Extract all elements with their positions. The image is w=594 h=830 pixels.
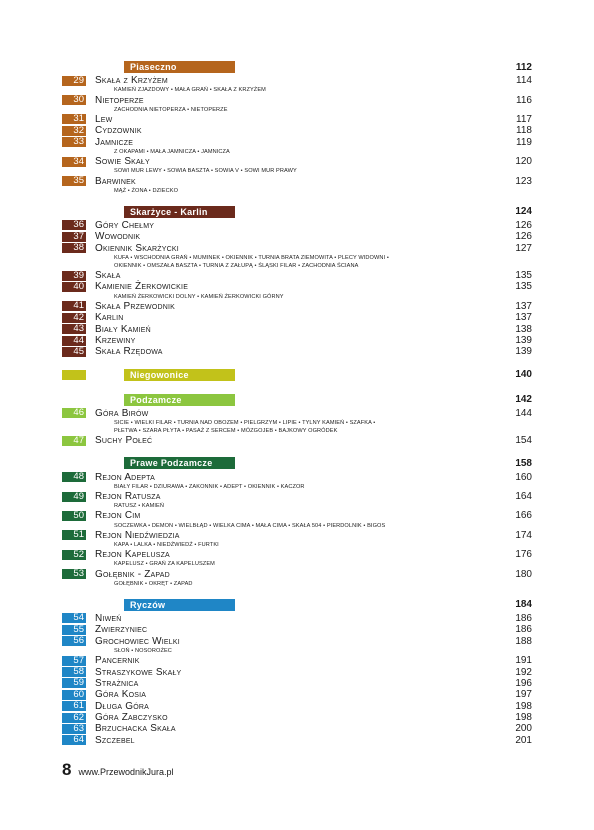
entry-page: 117	[516, 113, 532, 125]
entry-page: 198	[515, 712, 532, 724]
entry-number: 52	[62, 550, 86, 560]
section-page: 184	[515, 599, 532, 611]
section-title: Podzamcze	[124, 394, 235, 406]
entry-page: 127	[515, 242, 532, 254]
entry-page: 120	[515, 156, 532, 168]
entry-number: 38	[62, 243, 86, 253]
entry-title: Góra Zabczysko	[95, 712, 168, 724]
entry-number: 43	[62, 324, 86, 334]
entry-page: 126	[515, 219, 532, 231]
entry-title: Suchy Połeć	[95, 435, 153, 447]
entry-subareas: SOCZEWKA • DEMON • WIELBŁĄD • WIELKA CIMA • MAŁA CIMA • SKAŁA 504 • PIERDOLNIK • BIGOS	[114, 522, 386, 529]
entry-title: Strażnica	[95, 677, 139, 689]
entry-title: Gołębnik - Zapad	[95, 568, 170, 580]
entry-page: 200	[515, 723, 532, 735]
entry-title: Rejon Ratusza	[95, 491, 161, 502]
entry-title: Biały Kamień	[95, 323, 151, 335]
entry-title: Zwierzyniec	[95, 624, 148, 636]
toc-entry[interactable]	[62, 156, 532, 167]
entry-title: Brzuchacka Skała	[95, 723, 176, 735]
entry-number: 54	[62, 613, 86, 623]
entry-number: 57	[62, 656, 86, 666]
section-header[interactable]	[62, 368, 532, 382]
entry-subareas: ZACHODNIA NIETOPERZA • NIETOPERZE	[114, 106, 228, 113]
entry-title: Okiennik Skarżycki	[95, 242, 179, 254]
entry-number: 55	[62, 625, 86, 635]
toc-entry[interactable]	[62, 510, 532, 521]
entry-page: 191	[515, 655, 532, 667]
toc-entry[interactable]	[62, 175, 532, 186]
entry-page: 166	[515, 510, 532, 522]
entry-subareas: MĄŻ • ŻONA • DZIECKO	[114, 187, 179, 194]
entry-title: Niweń	[95, 612, 122, 624]
entry-subareas: Z OKAPAMI • MAŁA JAMNICZA • JAMNICZA	[114, 148, 230, 155]
entry-page: 135	[515, 270, 532, 282]
entry-number: 58	[62, 667, 86, 677]
toc-entry[interactable]	[62, 636, 532, 647]
entry-title: Karlin	[95, 312, 124, 324]
entry-number: 49	[62, 492, 86, 502]
entry-title: Skała z Krzyżem	[95, 75, 168, 87]
entry-number: 31	[62, 114, 86, 124]
entry-page: 119	[516, 136, 532, 148]
entry-page: 196	[515, 677, 532, 689]
entry-page: 123	[515, 175, 532, 187]
entry-title: Straszykowe Skały	[95, 666, 182, 678]
entry-title: Rejon Kapelusza	[95, 549, 170, 561]
entry-number: 60	[62, 690, 86, 700]
section-title: Piaseczno	[124, 61, 235, 73]
entry-number: 42	[62, 313, 86, 323]
entry-number: 39	[62, 271, 86, 281]
toc-entry[interactable]	[62, 735, 532, 746]
entry-title: Rejon Niedźwiedzia	[95, 529, 180, 541]
toc-entry[interactable]	[62, 243, 532, 254]
entry-title: Cydzownik	[95, 125, 142, 137]
entry-subareas: BIAŁY FILAR • DZIURAWA • ZAKONNIK • ADEPT • OKIENNIK • KACZOR	[114, 483, 305, 490]
entry-title: Rejon Adepta	[95, 471, 156, 483]
toc-entry[interactable]	[62, 723, 532, 734]
toc-entry[interactable]	[62, 655, 532, 666]
section-title: Niegowonice	[124, 369, 235, 381]
toc-entry[interactable]	[62, 701, 532, 712]
entry-page: 164	[515, 491, 532, 502]
toc-entry[interactable]	[62, 613, 532, 624]
entry-page: 198	[515, 700, 532, 712]
toc-entry[interactable]	[62, 712, 532, 723]
entry-page: 137	[515, 300, 532, 312]
toc-entry[interactable]	[62, 471, 532, 482]
entry-page: 144	[515, 407, 532, 419]
entry-subareas: SICIE • WIELKI FILAR • TURNIA NAD OBOZEM • PIELGRZYM • LIPIE • TYLNY KAMIEŃ • SZAFKA •	[114, 420, 376, 427]
toc-entry[interactable]	[62, 231, 532, 242]
entry-page: 137	[515, 312, 532, 324]
entry-title: Skała Rzędowa	[95, 346, 163, 358]
entry-title: Barwinek	[95, 175, 136, 187]
entry-title: Grochowiec Wielki	[95, 635, 180, 647]
toc-entry[interactable]	[62, 281, 532, 292]
entry-subareas: KAMIEŃ ZJAZDOWY • MAŁA GRAŃ • SKAŁA Z KRZYŻEM	[114, 87, 266, 94]
entry-number: 37	[62, 232, 86, 242]
entry-page: 186	[515, 612, 532, 624]
entry-title: Sowie Skały	[95, 156, 150, 168]
entry-title: Krzewiny	[95, 335, 136, 347]
toc-entry[interactable]	[62, 312, 532, 323]
entry-page: 201	[515, 734, 532, 746]
entry-subareas: KAMIEŃ ŻERKOWICKI DOLNY • KAMIEŃ ŻERKOWICKI GÓRNY	[114, 293, 284, 300]
entry-number: 32	[62, 126, 86, 136]
entry-title: Wowodnik	[95, 231, 141, 243]
entry-page: 118	[516, 125, 532, 137]
toc-entry[interactable]	[62, 689, 532, 700]
entry-page: 139	[515, 335, 532, 347]
entry-title: Skała Przewodnik	[95, 300, 175, 312]
entry-number: 29	[62, 76, 86, 86]
toc-entry[interactable]	[62, 408, 532, 419]
toc-entry[interactable]	[62, 114, 532, 125]
entry-number: 48	[62, 472, 86, 482]
entry-page: 176	[515, 549, 532, 561]
entry-page: 180	[515, 568, 532, 580]
website-link[interactable]: www.PrzewodnikJura.pl	[78, 767, 174, 777]
entry-number: 34	[62, 157, 86, 167]
entry-number: 35	[62, 176, 86, 186]
entry-page: 139	[515, 346, 532, 358]
toc-entry[interactable]	[62, 323, 532, 334]
section-page: 140	[515, 369, 532, 381]
entry-page: 188	[515, 635, 532, 647]
entry-number: 61	[62, 701, 86, 711]
entry-title: Kamienie Żerkowickie	[95, 281, 189, 293]
entry-page: 174	[515, 529, 532, 541]
entry-number: 41	[62, 301, 86, 311]
section-swatch	[62, 370, 86, 380]
entry-page: 138	[515, 323, 532, 335]
entry-title: Lew	[95, 113, 113, 125]
entry-page: 160	[515, 471, 532, 483]
entry-page: 135	[515, 281, 532, 293]
entry-number: 53	[62, 569, 86, 579]
section-page: 142	[515, 394, 532, 406]
entry-number: 62	[62, 713, 86, 723]
section-header[interactable]	[62, 60, 532, 74]
entry-page: 197	[515, 689, 532, 701]
toc-entry[interactable]	[62, 335, 532, 346]
entry-number: 47	[62, 436, 86, 446]
entry-number: 44	[62, 336, 86, 346]
entry-subareas: RATUSZ • KAMIEŃ	[114, 503, 164, 510]
entry-title: Góra Birów	[95, 407, 149, 419]
entry-title: Góra Kosia	[95, 689, 147, 701]
entry-page: 192	[515, 666, 532, 678]
entry-subareas: GOŁĘBNIK • OKRĘT • ZAPAD	[114, 580, 193, 587]
entry-number: 40	[62, 282, 86, 292]
entry-page: 126	[515, 231, 532, 243]
section-page: 112	[515, 61, 532, 73]
page-footer	[62, 760, 174, 780]
table-of-contents	[62, 60, 532, 746]
entry-title: Szczebel	[95, 734, 135, 746]
entry-page: 154	[515, 435, 532, 447]
entry-number: 59	[62, 678, 86, 688]
toc-entry[interactable]	[62, 435, 532, 446]
section-header[interactable]	[62, 205, 532, 219]
toc-entry[interactable]	[62, 137, 532, 148]
section-title: Prawe Podzamcze	[124, 457, 235, 469]
toc-entry[interactable]	[62, 270, 532, 281]
entry-number: 51	[62, 530, 86, 540]
entry-number: 36	[62, 220, 86, 230]
entry-subareas: SŁOŃ • NOSOROŻEC	[114, 647, 172, 654]
entry-title: Nietoperze	[95, 94, 144, 106]
section-title: Ryczów	[124, 599, 235, 611]
entry-page: 186	[515, 624, 532, 636]
entry-title: Góry Chełmy	[95, 219, 155, 231]
entry-page: 116	[516, 94, 532, 106]
entry-number: 50	[62, 511, 86, 521]
toc-entry[interactable]	[62, 220, 532, 231]
section-page: 158	[515, 457, 532, 469]
toc-entry[interactable]	[62, 301, 532, 312]
entry-number: 33	[62, 137, 86, 147]
section-header[interactable]	[62, 456, 532, 470]
entry-title: Jamnicze	[95, 136, 134, 148]
page-number: 8	[62, 760, 72, 779]
entry-number: 30	[62, 95, 86, 105]
toc-entry[interactable]	[62, 530, 532, 541]
entry-subareas: OKIENNIK • OMSZAŁA BASZTA • TURNIA Z ZAŁUPĄ • ŚLĄSKI FILAR • ZACHODNIA ŚCIANA	[114, 262, 359, 269]
entry-number: 64	[62, 735, 86, 745]
entry-page: 114	[516, 75, 532, 87]
entry-title: Skała	[95, 270, 121, 282]
entry-number: 56	[62, 636, 86, 646]
toc-entry[interactable]	[62, 125, 532, 136]
entry-title: Pancernik	[95, 655, 140, 667]
section-header[interactable]	[62, 598, 532, 612]
entry-subareas: KUFA • WSCHODNIA GRAŃ • MUMINEK • OKIENNIK • TURNIA BRATA ZIEMOWITA • PLECY WIDOWNI •	[114, 254, 389, 261]
toc-entry[interactable]	[62, 346, 532, 357]
section-header[interactable]	[62, 393, 532, 407]
entry-subareas: PŁETWA • SZARA PŁYTA • PASAŻ Z SERCEM • MÓZGOJEB • BAJKOWY OGRÓDEK	[114, 428, 338, 435]
toc-entry[interactable]	[62, 568, 532, 579]
toc-entry[interactable]	[62, 549, 532, 560]
entry-subareas: KAPA • LALKA • NIEDŹWIEDŹ • FURTKI	[114, 541, 219, 548]
entry-number: 45	[62, 347, 86, 357]
section-title: Skarżyce - Karlin	[124, 206, 235, 218]
entry-number: 63	[62, 724, 86, 734]
entry-title: Długa Góra	[95, 700, 150, 712]
entry-subareas: KAPELUSZ • GRAŃ ZA KAPELUSZEM	[114, 561, 215, 568]
entry-subareas: SOWI MUR LEWY • SOWIA BASZTA • SOWIA V • SOWI MUR PRAWY	[114, 168, 297, 175]
toc-entry[interactable]	[62, 94, 532, 105]
entry-title: Rejon Cim	[95, 510, 141, 522]
toc-entry[interactable]	[62, 75, 532, 86]
toc-entry[interactable]	[62, 624, 532, 635]
entry-number: 46	[62, 408, 86, 418]
section-page: 124	[515, 206, 532, 218]
toc-entry[interactable]	[62, 666, 532, 677]
toc-entry[interactable]	[62, 678, 532, 689]
toc-entry[interactable]	[62, 491, 532, 502]
